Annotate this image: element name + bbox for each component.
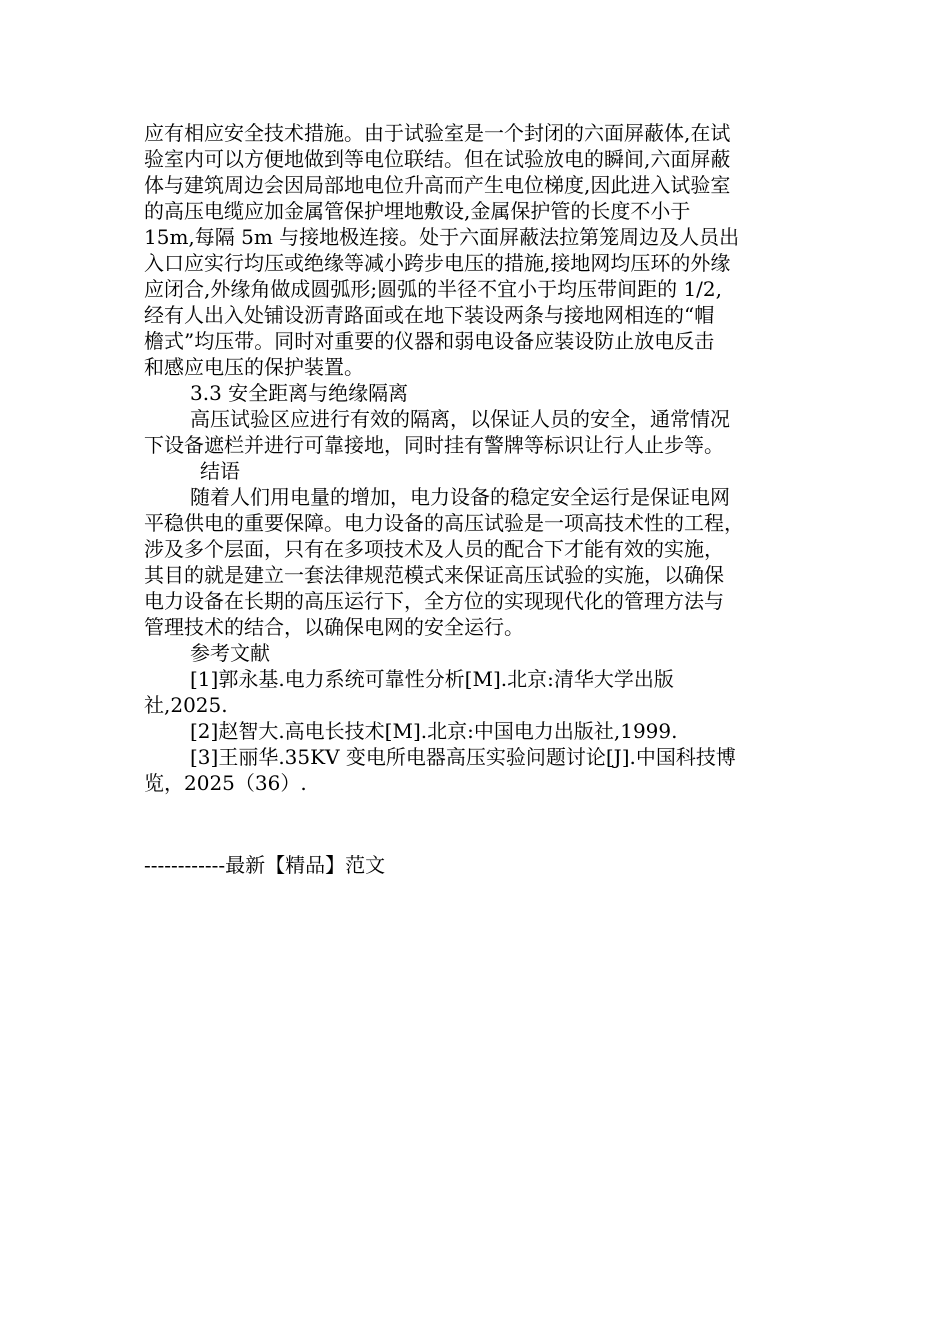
reference-item: [144, 744, 808, 796]
paragraph-line: 平稳供电的重要保障。电力设备的高压试验是一项高技术性的工程，: [144, 511, 744, 535]
reference-line: 览，2025（36）.: [144, 771, 307, 795]
conclusion-paragraph: [144, 484, 808, 640]
paragraph-line: 体与建筑周边会因局部地电位升高而产生电位梯度,因此进入试验室: [144, 173, 731, 197]
reference-line: 社,2025.: [144, 693, 228, 717]
reference-item: [144, 718, 808, 744]
section-heading: 3.3 安全距离与绝缘隔离: [190, 381, 409, 405]
paragraph-line: 电力设备在长期的高压运行下，全方位的实现现代化的管理方法与: [144, 589, 724, 613]
references-heading: 参考文献: [190, 641, 270, 665]
body-paragraph: [144, 120, 808, 380]
paragraph-line: 经有人出入处铺设沥青路面或在地下装设两条与接地网相连的“帽: [144, 303, 715, 327]
footer-text: ------------最新【精品】范文: [144, 853, 386, 877]
reference-item: [144, 666, 808, 718]
paragraph-line: 涉及多个层面，只有在多项技术及人员的配合下才能有效的实施，: [144, 537, 724, 561]
paragraph-line: 管理技术的结合，以确保电网的安全运行。: [144, 615, 524, 639]
section-paragraph: [144, 406, 808, 458]
paragraph-line: 应闭合,外缘角做成圆弧形;圆弧的半径不宜小于均压带间距的 1/2,: [144, 277, 722, 301]
paragraph-line: 下设备遮栏并进行可靠接地，同时挂有警牌等标识让行人止步等。: [144, 433, 724, 457]
paragraph-line: 入口应实行均压或绝缘等减小跨步电压的措施,接地网均压环的外缘: [144, 251, 731, 275]
paragraph-line: 其目的就是建立一套法律规范模式来保证高压试验的实施，以确保: [144, 563, 724, 587]
paragraph-line: 和感应电压的保护装置。: [144, 355, 364, 379]
document-content: [144, 120, 808, 878]
paragraph-line: 15m,每隔 5m 与接地极连接。处于六面屏蔽法拉第笼周边及人员出: [144, 225, 740, 249]
references-list: [144, 666, 808, 796]
paragraph-line: 高压试验区应进行有效的隔离，以保证人员的安全，通常情况: [190, 407, 730, 431]
reference-line: [3]王丽华.35KV 变电所电器高压实验问题讨论[J].中国科技博: [190, 745, 736, 769]
paragraph-line: 应有相应安全技术措施。由于试验室是一个封闭的六面屏蔽体,在试: [144, 121, 731, 145]
conclusion-heading: 结语: [200, 459, 240, 483]
spacer: [144, 796, 808, 852]
paragraph-line: 檐式”均压带。同时对重要的仪器和弱电设备应装设防止放电反击: [144, 329, 715, 353]
reference-line: [2]赵智大.高电长技术[M].北京:中国电力出版社,1999.: [190, 719, 678, 743]
paragraph-line: 随着人们用电量的增加，电力设备的稳定安全运行是保证电网: [190, 485, 730, 509]
paragraph-line: 的高压电缆应加金属管保护埋地敷设,金属保护管的长度不小于: [144, 199, 691, 223]
paragraph-line: 验室内可以方便地做到等电位联结。但在试验放电的瞬间,六面屏蔽: [144, 147, 731, 171]
reference-line: [1]郭永基.电力系统可靠性分析[M].北京:清华大学出版: [190, 667, 674, 691]
